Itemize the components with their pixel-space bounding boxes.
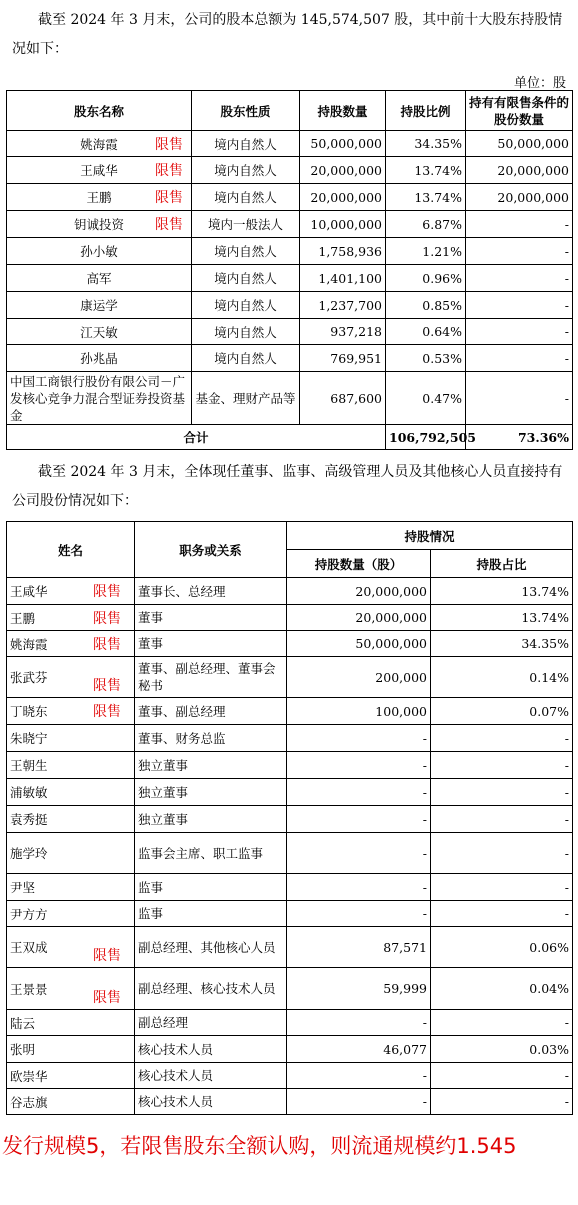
restricted-tag: 限售 <box>93 636 121 653</box>
person-name: 欧崇华 <box>10 1068 48 1084</box>
person-name: 王朝生 <box>10 758 48 773</box>
holding-pct: 13.74% <box>386 157 466 184</box>
shareholder-type: 境内自然人 <box>192 345 300 372</box>
shareholder-name: 钥诚投资 <box>73 217 124 232</box>
table-row <box>7 265 573 292</box>
unit-label: 单位：股 <box>513 76 566 91</box>
person-name: 王景景 <box>10 981 48 997</box>
table-row <box>7 131 573 157</box>
person-pct: - <box>431 806 573 833</box>
restricted-shares: - <box>466 265 573 292</box>
person-pct: - <box>431 901 573 927</box>
shares-held: 1,401,100 <box>300 265 386 292</box>
shares-held: 20,000,000 <box>300 157 386 184</box>
person-role: 董事、财务总监 <box>135 725 287 752</box>
person-pct: - <box>431 833 573 874</box>
restricted-shares: - <box>466 292 573 319</box>
person-name: 浦敏敏 <box>10 785 48 800</box>
table-row <box>7 901 573 927</box>
person-name: 王鹏 <box>10 610 36 626</box>
holding-pct: 0.96% <box>386 265 466 292</box>
table-row <box>7 631 573 657</box>
table-row <box>7 725 573 752</box>
person-role: 监事 <box>135 901 287 927</box>
table-row <box>7 211 573 238</box>
shareholder-name: 康运学 <box>80 298 118 313</box>
shares-held: 1,758,936 <box>300 238 386 265</box>
person-pct: 34.35% <box>431 631 573 657</box>
restricted-shares: 20,000,000 <box>466 184 573 211</box>
restricted-tag: 限售 <box>93 948 121 964</box>
person-name-cell <box>7 779 135 806</box>
col-header-restricted: 持有有限售条件的股份数量 <box>466 91 573 131</box>
holding-pct: 1.21% <box>386 238 466 265</box>
shareholder-name-cell <box>7 238 192 265</box>
person-shares: - <box>287 806 431 833</box>
person-name: 张明 <box>10 1042 36 1057</box>
person-name-cell <box>7 657 135 698</box>
person-name-cell <box>7 927 135 968</box>
person-name-cell <box>7 605 135 631</box>
shareholder-name-cell <box>7 319 192 345</box>
shareholder-name: 孙兆晶 <box>80 351 118 366</box>
mgmt-header-row-1 <box>7 522 573 550</box>
holding-pct: 0.47% <box>386 372 466 425</box>
restricted-tag: 限售 <box>93 678 121 694</box>
shares-held: 687,600 <box>300 372 386 425</box>
holding-pct: 13.74% <box>386 184 466 211</box>
person-role: 监事 <box>135 874 287 901</box>
holding-pct: 34.35% <box>386 131 466 157</box>
shareholder-name: 高军 <box>86 271 112 286</box>
shareholder-name: 王咸华 <box>80 163 118 178</box>
holding-pct: 0.64% <box>386 319 466 345</box>
restricted-tag: 限售 <box>155 136 183 153</box>
shareholder-type: 境内自然人 <box>192 319 300 345</box>
person-role: 董事 <box>135 605 287 631</box>
person-name-cell <box>7 725 135 752</box>
person-role: 董事 <box>135 631 287 657</box>
shareholder-name-cell <box>7 157 192 184</box>
top10-header-row <box>7 91 573 131</box>
shareholder-type: 境内自然人 <box>192 292 300 319</box>
person-shares: - <box>287 752 431 779</box>
table-row <box>7 372 573 425</box>
intro-paragraph-1 <box>12 6 568 64</box>
shareholder-type: 境内自然人 <box>192 265 300 292</box>
person-name: 袁秀挺 <box>10 812 48 827</box>
person-name: 姚海霞 <box>10 636 48 652</box>
shareholder-name-cell <box>7 372 192 425</box>
shareholder-type: 基金、理财产品等 <box>192 372 300 425</box>
shareholder-type: 境内自然人 <box>192 238 300 265</box>
person-name-cell <box>7 901 135 927</box>
shareholder-type: 境内一般法人 <box>192 211 300 238</box>
shareholder-type: 境内自然人 <box>192 157 300 184</box>
person-role: 核心技术人员 <box>135 1089 287 1115</box>
person-shares: - <box>287 1063 431 1089</box>
col-header-person: 姓名 <box>7 522 135 578</box>
person-shares: - <box>287 1089 431 1115</box>
shareholder-name-cell <box>7 345 192 372</box>
person-shares: 20,000,000 <box>287 578 431 605</box>
person-shares: - <box>287 725 431 752</box>
col-header-holdings-group: 持股情况 <box>287 522 573 550</box>
person-name: 陆云 <box>10 1015 36 1031</box>
person-role: 独立董事 <box>135 806 287 833</box>
person-pct: - <box>431 1089 573 1115</box>
shareholder-name: 王鹏 <box>86 190 112 205</box>
restricted-tag: 限售 <box>93 990 121 1006</box>
person-shares: - <box>287 874 431 901</box>
restricted-shares: - <box>466 319 573 345</box>
person-shares: 20,000,000 <box>287 605 431 631</box>
col-header-pct: 持股比例 <box>386 91 466 131</box>
table-row <box>7 968 573 1010</box>
person-pct: - <box>431 725 573 752</box>
person-role: 独立董事 <box>135 779 287 806</box>
person-shares: - <box>287 833 431 874</box>
table-row <box>7 927 573 968</box>
restricted-shares: 50,000,000 <box>466 131 573 157</box>
table-row <box>7 578 573 605</box>
person-shares: 100,000 <box>287 698 431 725</box>
person-role: 副总经理 <box>135 1010 287 1036</box>
person-role: 董事长、总经理 <box>135 578 287 605</box>
shares-held: 1,237,700 <box>300 292 386 319</box>
person-role: 副总经理、核心技术人员 <box>135 968 287 1010</box>
restricted-shares: - <box>466 211 573 238</box>
shareholder-name: 中国工商银行股份有限公司－广发核心竞争力混合型证券投资基金 <box>10 373 186 423</box>
annotation-note: 发行规模5，若限售股东全额认购，则流通规模约1.545 <box>2 1134 517 1158</box>
person-name-cell <box>7 1010 135 1036</box>
person-name: 施学玲 <box>10 846 48 861</box>
person-name: 丁晓东 <box>10 704 48 719</box>
table-row <box>7 698 573 725</box>
person-pct: - <box>431 1063 573 1089</box>
restricted-tag: 限售 <box>155 190 183 206</box>
person-pct: 13.74% <box>431 578 573 605</box>
table-row <box>7 605 573 631</box>
table-row <box>7 319 573 345</box>
table-row <box>7 1036 573 1063</box>
person-role: 董事、副总经理 <box>135 698 287 725</box>
person-role: 核心技术人员 <box>135 1063 287 1089</box>
col-header-holding-shares: 持股数量（股） <box>287 550 431 578</box>
restricted-tag: 限售 <box>155 163 183 179</box>
restricted-shares: 20,000,000 <box>466 157 573 184</box>
table-row <box>7 184 573 211</box>
top10-total-row <box>7 425 573 450</box>
person-pct: - <box>431 752 573 779</box>
shares-held: 20,000,000 <box>300 184 386 211</box>
person-role: 董事、副总经理、董事会秘书 <box>135 657 287 698</box>
person-name: 尹坚 <box>10 880 36 895</box>
person-name-cell <box>7 1089 135 1115</box>
intro-paragraph-2 <box>12 458 568 516</box>
restricted-tag: 限售 <box>93 610 121 627</box>
shareholder-name: 孙小敏 <box>80 244 118 259</box>
management-holdings-table <box>6 521 573 1115</box>
shares-held: 937,218 <box>300 319 386 345</box>
shareholder-type: 境内自然人 <box>192 131 300 157</box>
col-header-name: 股东名称 <box>7 91 192 131</box>
total-label: 合计 <box>7 425 386 450</box>
shares-held: 769,951 <box>300 345 386 372</box>
table-row <box>7 752 573 779</box>
person-name-cell <box>7 698 135 725</box>
person-name-cell <box>7 1063 135 1089</box>
intro-text-1: 截至 2024 年 3 月末，公司的股本总额为 145,574,507 股，其中前十大股东持股情况如下： <box>12 12 563 57</box>
person-shares: 87,571 <box>287 927 431 968</box>
person-name: 张武芬 <box>10 670 48 685</box>
col-header-role: 职务或关系 <box>135 522 287 578</box>
holding-pct: 0.85% <box>386 292 466 319</box>
person-role: 副总经理、其他核心人员 <box>135 927 287 968</box>
table-row <box>7 874 573 901</box>
person-role: 监事会主席、职工监事 <box>135 833 287 874</box>
shares-held: 10,000,000 <box>300 211 386 238</box>
person-name-cell <box>7 631 135 657</box>
person-name: 王双成 <box>10 940 48 955</box>
person-name-cell <box>7 806 135 833</box>
table-row <box>7 806 573 833</box>
table-row <box>7 1063 573 1089</box>
person-shares: 50,000,000 <box>287 631 431 657</box>
person-name-cell <box>7 968 135 1010</box>
intro-text-2: 截至 2024 年 3 月末，全体现任董事、监事、高级管理人员及其他核心人员直接持有公司股份情况如下： <box>12 464 563 509</box>
person-pct: - <box>431 874 573 901</box>
col-header-shares: 持股数量 <box>300 91 386 131</box>
person-pct: 0.04% <box>431 968 573 1010</box>
person-shares: 46,077 <box>287 1036 431 1063</box>
table-row <box>7 292 573 319</box>
total-shares: 106,792,505 <box>386 425 466 450</box>
shareholder-name: 姚海霞 <box>80 136 118 152</box>
person-name: 王咸华 <box>10 584 48 599</box>
person-shares: 59,999 <box>287 968 431 1010</box>
person-shares: - <box>287 1010 431 1036</box>
table-row <box>7 1089 573 1115</box>
person-pct: 0.03% <box>431 1036 573 1063</box>
person-role: 核心技术人员 <box>135 1036 287 1063</box>
col-header-type: 股东性质 <box>192 91 300 131</box>
person-name-cell <box>7 578 135 605</box>
restricted-tag: 限售 <box>155 217 183 233</box>
person-name-cell <box>7 1036 135 1063</box>
person-pct: 0.07% <box>431 698 573 725</box>
person-pct: - <box>431 779 573 806</box>
person-shares: - <box>287 779 431 806</box>
restricted-tag: 限售 <box>93 704 121 720</box>
person-name: 尹方方 <box>10 906 48 922</box>
total-pct: 73.36% <box>466 425 573 450</box>
holding-pct: 0.53% <box>386 345 466 372</box>
table-row <box>7 345 573 372</box>
table-row <box>7 657 573 698</box>
table-row <box>7 779 573 806</box>
restricted-shares: - <box>466 372 573 425</box>
person-pct: 0.14% <box>431 657 573 698</box>
person-shares: 200,000 <box>287 657 431 698</box>
restricted-shares: - <box>466 238 573 265</box>
shareholder-name-cell <box>7 184 192 211</box>
col-header-holding-pct: 持股占比 <box>431 550 573 578</box>
restricted-tag: 限售 <box>93 584 121 600</box>
person-pct: - <box>431 1010 573 1036</box>
table-row <box>7 1010 573 1036</box>
person-pct: 13.74% <box>431 605 573 631</box>
person-name-cell <box>7 833 135 874</box>
restricted-shares: - <box>466 345 573 372</box>
shareholder-name: 江天敏 <box>80 324 118 340</box>
person-name-cell <box>7 752 135 779</box>
table-row <box>7 157 573 184</box>
person-name: 朱晓宁 <box>10 731 48 746</box>
person-role: 独立董事 <box>135 752 287 779</box>
shareholder-type: 境内自然人 <box>192 184 300 211</box>
holding-pct: 6.87% <box>386 211 466 238</box>
person-name-cell <box>7 874 135 901</box>
shareholder-name-cell <box>7 131 192 157</box>
shareholder-name-cell <box>7 211 192 238</box>
top10-shareholders-table <box>6 90 573 450</box>
shareholder-name-cell <box>7 265 192 292</box>
table-row <box>7 238 573 265</box>
shares-held: 50,000,000 <box>300 131 386 157</box>
person-name: 谷志旗 <box>10 1094 48 1110</box>
person-pct: 0.06% <box>431 927 573 968</box>
shareholder-name-cell <box>7 292 192 319</box>
person-shares: - <box>287 901 431 927</box>
table-row <box>7 833 573 874</box>
